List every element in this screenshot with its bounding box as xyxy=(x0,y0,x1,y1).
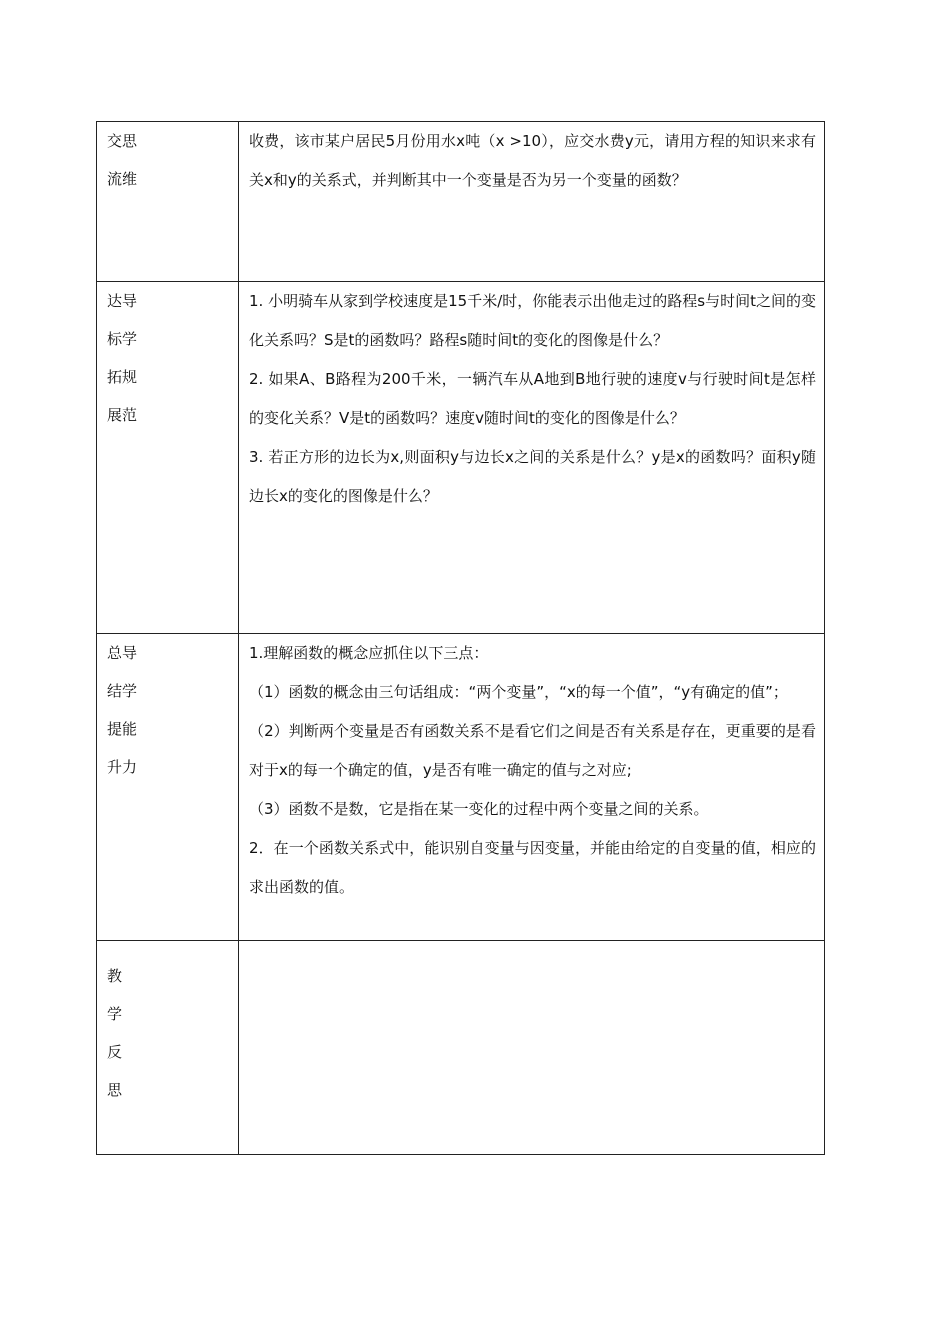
row-label-cell xyxy=(97,941,239,1155)
row-label-line: 交思 xyxy=(107,132,138,150)
row-label-cell xyxy=(97,282,239,634)
table-row-exchange-thinking xyxy=(97,122,825,282)
summary-subpoint-2: （2）判断两个变量是否有函数关系不是看它们之间是否有关系是存在，更重要的是看对于x的每一个确定的值，y是否有唯一确定的值与之对应; xyxy=(249,722,816,779)
summary-point-1: 1.理解函数的概念应抓住以下三点： xyxy=(249,644,489,662)
row-label-line: 提能 xyxy=(107,720,138,738)
row-content-cell xyxy=(239,282,825,634)
row-label-line: 展范 xyxy=(107,406,138,424)
row-label-cell xyxy=(97,122,239,282)
exercise-3: 3. 若正方形的边长为x,则面积y与边长x之间的关系是什么？y是x的函数吗？面积y随边长x的变化的图像是什么？ xyxy=(249,448,816,505)
lesson-plan-table xyxy=(96,121,825,1155)
row-label-line: 拓规 xyxy=(107,368,138,386)
row-content-cell xyxy=(239,634,825,941)
exercise-1: 1. 小明骑车从家到学校速度是15千米/时，你能表示出他走过的路程s与时间t之间的变化关系吗？S是t的函数吗？路程s随时间t的变化的图像是什么？ xyxy=(249,292,816,349)
table-row-goal-practice xyxy=(97,282,825,634)
summary-subpoint-1: （1）函数的概念由三句话组成：“两个变量”，“x的每一个值”，“y有确定的值”； xyxy=(249,683,788,701)
row-content-cell-empty xyxy=(239,941,825,1155)
table-row-reflection xyxy=(97,941,825,1155)
row-label-line: 流维 xyxy=(107,170,138,188)
row-label-line: 反 xyxy=(107,1043,123,1061)
row-label-line: 升力 xyxy=(107,758,138,776)
summary-subpoint-3: （3）函数不是数，它是指在某一变化的过程中两个变量之间的关系。 xyxy=(249,800,709,818)
row-label-line: 思 xyxy=(107,1081,123,1099)
summary-point-2: 2．在一个函数关系式中，能识别自变量与因变量，并能由给定的自变量的值，相应的求出函数的值。 xyxy=(249,839,816,896)
row-label-line: 标学 xyxy=(107,330,138,348)
row-content-cell xyxy=(239,122,825,282)
content-paragraph: 收费，该市某户居民5月份用水x吨（x >10），应交水费y元，请用方程的知识来求有关x和y的关系式，并判断其中一个变量是否为另一个变量的函数？ xyxy=(249,132,816,189)
row-label-line: 达导 xyxy=(107,292,138,310)
table-row-summary xyxy=(97,634,825,941)
exercise-2: 2. 如果A、B路程为200千米，一辆汽车从A地到B地行驶的速度v与行驶时间t是怎样的变化关系？V是t的函数吗？速度v随时间t的变化的图像是什么？ xyxy=(249,370,816,427)
row-label-cell xyxy=(97,634,239,941)
row-label-line: 结学 xyxy=(107,682,138,700)
row-label-line: 学 xyxy=(107,1005,123,1023)
row-label-line: 总导 xyxy=(107,644,138,662)
row-label-line: 教 xyxy=(107,967,123,985)
